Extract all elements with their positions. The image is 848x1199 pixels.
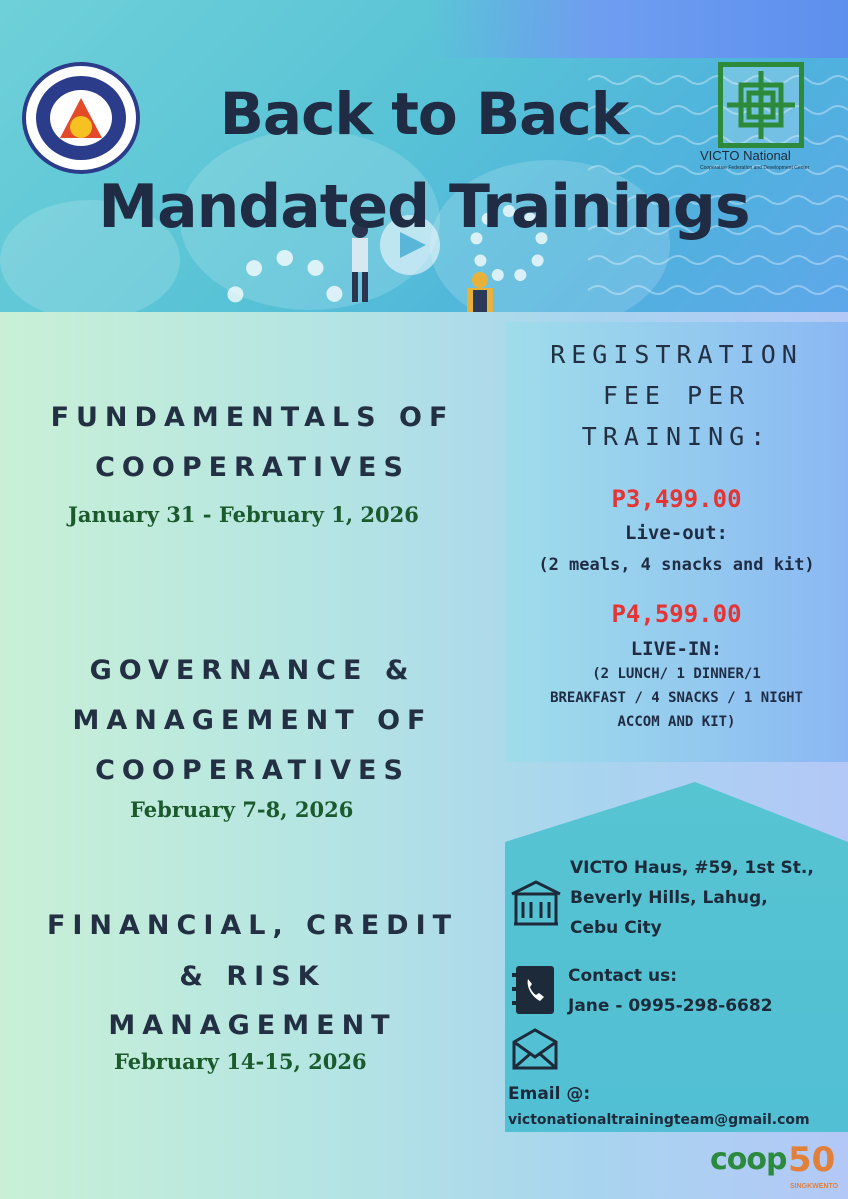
training-title-line: COOPERATIVES bbox=[95, 452, 410, 483]
training-title-line: FINANCIAL, CREDIT bbox=[46, 910, 459, 941]
victo-logo bbox=[718, 62, 804, 148]
victo-logo-title: VICTO National bbox=[700, 148, 791, 163]
worker-illustration bbox=[455, 270, 505, 312]
training-date: January 31 - February 1, 2026 bbox=[68, 502, 419, 527]
training-date: February 7-8, 2026 bbox=[130, 797, 354, 822]
training-title-line: FUNDAMENTALS OF bbox=[50, 402, 455, 433]
training-title-line: MANAGEMENT OF bbox=[72, 705, 433, 736]
livein-details-line: (2 LUNCH/ 1 DINNER/1 bbox=[592, 666, 761, 682]
training-title-line: & RISK bbox=[179, 961, 326, 992]
training-date: February 14-15, 2026 bbox=[114, 1049, 367, 1074]
email-label: Email @: bbox=[508, 1084, 591, 1104]
header-accent-band bbox=[428, 0, 848, 58]
title-line-2: Mandated Trainings bbox=[98, 172, 750, 242]
envelope-icon bbox=[510, 1026, 560, 1072]
livein-price: P4,599.00 bbox=[611, 600, 742, 628]
registration-heading: FEE PER bbox=[602, 381, 751, 410]
address-line: VICTO Haus, #59, 1st St., bbox=[570, 858, 814, 878]
training-title-line: GOVERNANCE & bbox=[89, 655, 416, 686]
contact-panel bbox=[505, 782, 848, 1132]
victo-mark-icon bbox=[723, 67, 799, 143]
liveout-price: P3,499.00 bbox=[611, 485, 742, 513]
coop-logo-word: coop bbox=[710, 1142, 787, 1177]
building-icon bbox=[510, 876, 562, 928]
registration-heading: TRAINING: bbox=[581, 422, 772, 451]
livein-label: LIVE-IN: bbox=[630, 638, 723, 660]
contact-label: Contact us: bbox=[568, 966, 677, 986]
address-line: Cebu City bbox=[570, 918, 662, 938]
livein-details-line: BREAKFAST / 4 SNACKS / 1 NIGHT bbox=[550, 690, 803, 706]
training-title-line: MANAGEMENT bbox=[108, 1010, 397, 1041]
title-line-1: Back to Back bbox=[219, 80, 629, 148]
liveout-label: Live-out: bbox=[625, 522, 728, 544]
coop-logo-sub: SINGKWENTO bbox=[790, 1183, 839, 1190]
contact-phone[interactable]: Jane - 0995-298-6682 bbox=[568, 996, 773, 1016]
victo-logo-subtitle: Cooperative Federation and Development Center bbox=[700, 165, 810, 171]
header-banner bbox=[0, 0, 848, 312]
training-title-line: COOPERATIVES bbox=[95, 755, 410, 786]
coop-logo-number: 50 bbox=[788, 1140, 836, 1180]
address-line: Beverly Hills, Lahug, bbox=[570, 888, 768, 908]
phone-book-icon bbox=[510, 963, 558, 1017]
liveout-details: (2 meals, 4 snacks and kit) bbox=[538, 555, 815, 575]
registration-heading: REGISTRATION bbox=[550, 340, 803, 369]
email-address[interactable]: victonationaltrainingteam@gmail.com bbox=[508, 1112, 810, 1128]
livein-details-line: ACCOM AND KIT) bbox=[617, 714, 736, 730]
